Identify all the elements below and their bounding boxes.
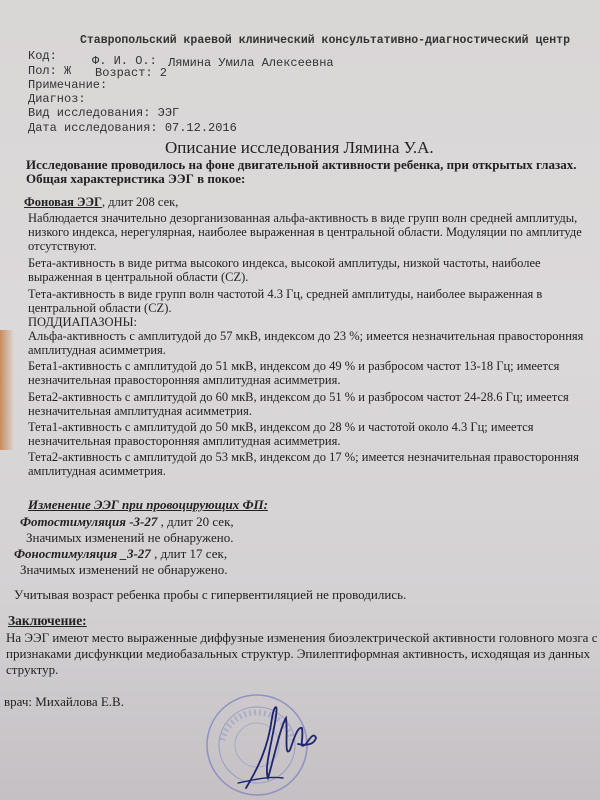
age-label: Возраст: 2 [95,66,168,80]
phono-result: Значимых изменений не обнаружено. [20,562,228,577]
conclusion-line: На ЭЭГ имеют место выраженные диффузные изменения биоэлектрической активности головного мозга с [6,630,598,645]
body-line: Наблюдается значительно дезорганизованная альфа-активность в виде групп волн средней амплитуды, [28,211,578,225]
institution-name: Ставропольский краевой клинический консультативно-диагностический центр [80,34,570,47]
fio-value: Лямина Умила Алексеевна [168,56,334,70]
body-line: Бета1-активность с амплитудой до 51 мкВ, индексом до 49 % и разбросом частот 13-18 Гц; имеется [28,359,560,373]
page-shadow [0,330,14,450]
phono-duration: , длит 17 сек, [150,546,228,561]
fio-label: Ф. И. О.: [92,54,157,68]
body-line: амплитудная асимметрия. [28,464,166,478]
doctor-name: врач: Михайлова Е.В. [4,694,124,709]
provocation-heading: Изменение ЭЭГ при провоцирующих ФП: [28,497,268,512]
signature [228,688,328,798]
body-line: Бета2-активность с амплитудой до 60 мкВ, индексом до 51 % и разбросом частот 24-28.6 Гц; имеется [28,390,569,404]
code-label: Код: [28,49,57,63]
study-date: Дата исследования: 07.12.2016 [28,121,237,135]
body-line: незначительная амплитудная асимметрия. [28,404,252,418]
body-line: Тета-активность в виде групп волн частотой 4.3 Гц, средней амплитуды, наиболее выраженная в [28,287,543,301]
conditions-text: Исследование проводилось на фоне двигательной активности ребенка, при открытых глазах. [26,157,577,172]
phono-label: Фоностимуляция _3-27 [14,546,151,561]
diagnosis-label: Диагноз: [28,92,86,106]
hyperventilation-note: Учитывая возраст ребенка пробы с гипервентиляцией не проводились. [14,587,407,602]
conclusion-line: структур. [6,662,59,677]
photo-result: Значимых изменений не обнаружено. [26,530,234,545]
body-line: выраженная в центральной области (CZ). [28,270,249,284]
body-line: центральной области (CZ). [28,301,172,315]
body-line: Альфа-активность с амплитудой до 57 мкВ, индексом до 23 %; имеется незначительная правосторонняя [28,329,584,343]
general-heading: Общая характеристика ЭЭГ в покое: [26,171,246,186]
study-type: Вид исследования: ЭЭГ [28,106,180,120]
body-line: незначительная правосторонняя амплитудная асимметрия. [28,434,341,448]
conclusion-line: признаками дисфункции медиобазальных структур. Эпилептиформная активность, исходящая из данных [6,646,591,661]
photo-duration: , длит 20 сек, [157,514,234,529]
background-label: Фоновая ЭЭГ [24,195,102,209]
sex-label: Пол: Ж [28,64,72,78]
body-line: незначительная правосторонняя амплитудная асимметрия. [28,373,341,387]
note-label: Примечание: [28,78,108,92]
background-eeg [24,195,178,210]
body-line: Бета-активность в виде ритма высокого индекса, высокой амплитуды, низкой частоты, наиболее [28,256,541,270]
body-line: амплитудная асимметрия. [28,343,166,357]
conclusion-heading: Заключение: [8,613,87,628]
phono-stimulation [14,546,227,562]
body-line: Тета2-активность с амплитудой до 53 мкВ, индексом до 17 %; имеется незначительная правосторонняя [28,450,579,464]
body-line: отсутствуют. [28,239,97,253]
subranges-heading: ПОДДИАПАЗОНЫ: [28,315,137,329]
body-line: Тета1-активность с амплитудой до 50 мкВ, индексом до 28 % и частотой около 4.3 Гц; имеется [28,420,534,434]
body-line: низкого индекса, нерегулярная, наиболее выраженная в центральной области. Модуляции по амплитуде [28,225,582,239]
photo-stimulation [20,514,234,530]
background-duration: , длит 208 сек, [101,195,179,209]
photo-label: Фотостимуляция -3-27 [20,514,158,529]
page-title: Описание исследования Лямина У.А. [165,138,434,157]
